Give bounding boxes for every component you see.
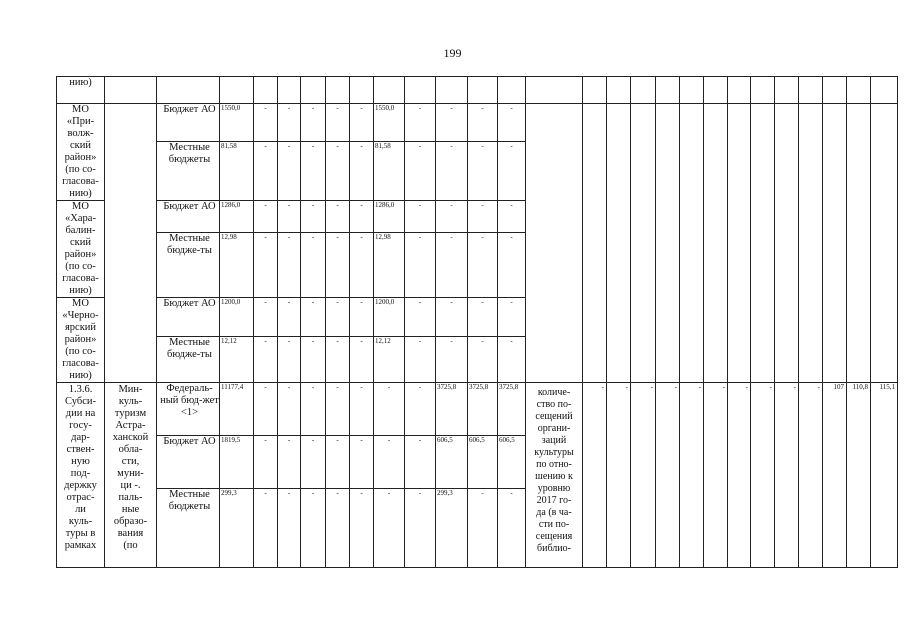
page-number: 199 <box>443 46 462 60</box>
funding-source: Местные бюдже-ты <box>157 233 220 298</box>
empty-cell <box>301 77 326 104</box>
amount-cell: - <box>278 142 301 201</box>
empty-cell <box>847 104 871 383</box>
amount-cell: - <box>498 489 526 568</box>
amount-cell: - <box>301 104 326 142</box>
amount-cell: - <box>405 337 436 383</box>
empty-cell <box>405 77 436 104</box>
empty-cell <box>583 104 607 383</box>
amount-cell: - <box>350 233 374 298</box>
amount-cell: - <box>326 436 350 489</box>
amount-cell: - <box>278 383 301 436</box>
program-table <box>56 76 898 568</box>
amount-cell: - <box>278 233 301 298</box>
empty-cell <box>775 104 799 383</box>
amount-cell: - <box>350 201 374 233</box>
amount-cell: - <box>468 337 498 383</box>
item-name: 1.3.6. Субси- дии на госу- дар- ствен- ную под- держку отрас- ли куль- туры в рамках <box>57 383 105 568</box>
amount-cell: 12,12 <box>374 337 405 383</box>
empty-cell <box>436 77 468 104</box>
indicator-name: количе- ство по- сещений органи- заций культуры по отно- шению к уровню 2017 го- да (в ча- сти по- сещения библио- <box>526 383 583 568</box>
amount-cell: - <box>326 298 350 337</box>
indicator-value: - <box>680 383 704 568</box>
executor-cell <box>105 104 157 383</box>
funding-source: Бюджет АО <box>157 436 220 489</box>
empty-cell <box>583 77 607 104</box>
amount-cell: - <box>436 233 468 298</box>
indicator-value: - <box>656 383 680 568</box>
amount-cell: - <box>254 489 278 568</box>
indicator-cell <box>526 104 583 383</box>
amount-cell: - <box>436 337 468 383</box>
amount-cell: 12,98 <box>374 233 405 298</box>
amount-cell: - <box>301 337 326 383</box>
amount-cell: - <box>468 104 498 142</box>
indicator-value: - <box>799 383 823 568</box>
empty-cell <box>374 77 405 104</box>
empty-cell <box>823 104 847 383</box>
amount-cell: - <box>278 436 301 489</box>
mo-name: МО «Хара- балин- ский район» (по со- гласова- нию) <box>57 201 105 298</box>
funding-source: Бюджет АО <box>157 201 220 233</box>
empty-cell <box>278 77 301 104</box>
amount-cell: - <box>468 489 498 568</box>
empty-cell <box>326 77 350 104</box>
empty-cell <box>704 77 728 104</box>
amount-cell: 299,3 <box>436 489 468 568</box>
amount-cell: - <box>468 142 498 201</box>
empty-cell <box>728 104 751 383</box>
empty-cell <box>680 77 704 104</box>
indicator-value: 107 <box>823 383 847 568</box>
amount-cell: - <box>278 337 301 383</box>
amount-cell: 1286,0 <box>220 201 254 233</box>
amount-cell: - <box>301 436 326 489</box>
indicator-value: - <box>775 383 799 568</box>
amount-cell: - <box>254 383 278 436</box>
amount-cell: - <box>498 142 526 201</box>
funding-source: Местные бюджеты <box>157 142 220 201</box>
amount-cell: 606,5 <box>436 436 468 489</box>
executor-cell <box>105 77 157 104</box>
amount-cell: - <box>436 142 468 201</box>
amount-cell: 1286,0 <box>374 201 405 233</box>
amount-cell: 3725,8 <box>498 383 526 436</box>
funding-row <box>57 383 898 436</box>
indicator-value: - <box>583 383 607 568</box>
amount-cell: - <box>301 233 326 298</box>
amount-cell: - <box>254 337 278 383</box>
amount-cell: 12,98 <box>220 233 254 298</box>
amount-cell: 1200,0 <box>374 298 405 337</box>
amount-cell: - <box>498 201 526 233</box>
empty-cell <box>871 104 898 383</box>
amount-cell: - <box>436 201 468 233</box>
amount-cell: - <box>254 233 278 298</box>
amount-cell: - <box>405 489 436 568</box>
empty-cell <box>728 77 751 104</box>
indicator-value: 115,1 <box>871 383 898 568</box>
funding-source: Бюджет АО <box>157 104 220 142</box>
amount-cell: 81,58 <box>374 142 405 201</box>
empty-cell <box>498 77 526 104</box>
empty-cell <box>607 77 631 104</box>
amount-cell: - <box>326 383 350 436</box>
amount-cell: - <box>350 142 374 201</box>
amount-cell: - <box>254 104 278 142</box>
amount-cell: - <box>326 142 350 201</box>
empty-cell <box>775 77 799 104</box>
amount-cell: - <box>498 233 526 298</box>
amount-cell: 3725,8 <box>468 383 498 436</box>
indicator-value: - <box>704 383 728 568</box>
amount-cell: - <box>326 233 350 298</box>
amount-cell: - <box>350 104 374 142</box>
empty-cell <box>704 104 728 383</box>
amount-cell: - <box>278 201 301 233</box>
continuation-row <box>57 77 898 104</box>
empty-cell <box>656 77 680 104</box>
amount-cell: - <box>254 298 278 337</box>
amount-cell: - <box>254 436 278 489</box>
amount-cell: - <box>278 298 301 337</box>
empty-cell <box>871 77 898 104</box>
indicator-value: 110,8 <box>847 383 871 568</box>
amount-cell: - <box>326 489 350 568</box>
amount-cell: - <box>468 298 498 337</box>
amount-cell: - <box>326 104 350 142</box>
amount-cell: 299,3 <box>220 489 254 568</box>
mo-name: МО «При- волж- ский район» (по со- гласова- нию) <box>57 104 105 201</box>
amount-cell: - <box>350 337 374 383</box>
amount-cell: 3725,8 <box>436 383 468 436</box>
empty-cell <box>847 77 871 104</box>
amount-cell: - <box>374 436 405 489</box>
amount-cell: 606,5 <box>498 436 526 489</box>
empty-cell <box>823 77 847 104</box>
amount-cell: - <box>326 201 350 233</box>
amount-cell: 81,58 <box>220 142 254 201</box>
amount-cell: - <box>350 436 374 489</box>
funding-source: Местные бюдже-ты <box>157 337 220 383</box>
amount-cell: 606,5 <box>468 436 498 489</box>
amount-cell: - <box>436 104 468 142</box>
amount-cell: - <box>405 298 436 337</box>
amount-cell: - <box>498 298 526 337</box>
indicator-value: - <box>751 383 775 568</box>
amount-cell: - <box>498 337 526 383</box>
indicator-value: - <box>631 383 656 568</box>
amount-cell: - <box>254 201 278 233</box>
empty-cell <box>656 104 680 383</box>
mo-name: нию) <box>57 77 105 104</box>
amount-cell: 1200,0 <box>220 298 254 337</box>
funding-row <box>57 104 898 142</box>
empty-cell <box>254 77 278 104</box>
amount-cell: - <box>301 201 326 233</box>
amount-cell: - <box>350 489 374 568</box>
empty-cell <box>680 104 704 383</box>
empty-cell <box>350 77 374 104</box>
amount-cell: - <box>301 142 326 201</box>
amount-cell: - <box>468 233 498 298</box>
amount-cell: - <box>374 489 405 568</box>
amount-cell: - <box>278 104 301 142</box>
funding-source: Бюджет АО <box>157 298 220 337</box>
amount-cell: - <box>301 298 326 337</box>
amount-cell: - <box>278 489 301 568</box>
indicator-cell <box>526 77 583 104</box>
amount-cell: - <box>301 383 326 436</box>
empty-cell <box>631 104 656 383</box>
amount-cell: - <box>405 142 436 201</box>
amount-cell: - <box>405 383 436 436</box>
empty-cell <box>799 77 823 104</box>
amount-cell: - <box>350 383 374 436</box>
empty-cell <box>220 77 254 104</box>
amount-cell: - <box>468 201 498 233</box>
amount-cell: - <box>405 233 436 298</box>
empty-cell <box>799 104 823 383</box>
executor-cell: Мин- куль- туризм Астра- ханской обла- сти, муни- ци -. паль- ные образо- вания (по <box>105 383 157 568</box>
amount-cell: 1550,0 <box>220 104 254 142</box>
mo-name: МО «Черно- ярский район» (по со- гласова- нию) <box>57 298 105 383</box>
amount-cell: - <box>254 142 278 201</box>
empty-cell <box>751 104 775 383</box>
indicator-value: - <box>607 383 631 568</box>
empty-cell <box>631 77 656 104</box>
amount-cell: - <box>350 298 374 337</box>
amount-cell: - <box>326 337 350 383</box>
empty-cell <box>607 104 631 383</box>
empty-cell <box>468 77 498 104</box>
indicator-value: - <box>728 383 751 568</box>
amount-cell: - <box>374 383 405 436</box>
funding-source: Федераль-ный бюд-жет <1> <box>157 383 220 436</box>
amount-cell: - <box>405 104 436 142</box>
amount-cell: - <box>301 489 326 568</box>
amount-cell: - <box>405 201 436 233</box>
amount-cell: 1819,5 <box>220 436 254 489</box>
amount-cell: - <box>405 436 436 489</box>
amount-cell: 11177,4 <box>220 383 254 436</box>
empty-cell <box>751 77 775 104</box>
empty-cell <box>157 77 220 104</box>
amount-cell: - <box>436 298 468 337</box>
amount-cell: - <box>498 104 526 142</box>
funding-source: Местные бюджеты <box>157 489 220 568</box>
amount-cell: 1550,0 <box>374 104 405 142</box>
amount-cell: 12,12 <box>220 337 254 383</box>
